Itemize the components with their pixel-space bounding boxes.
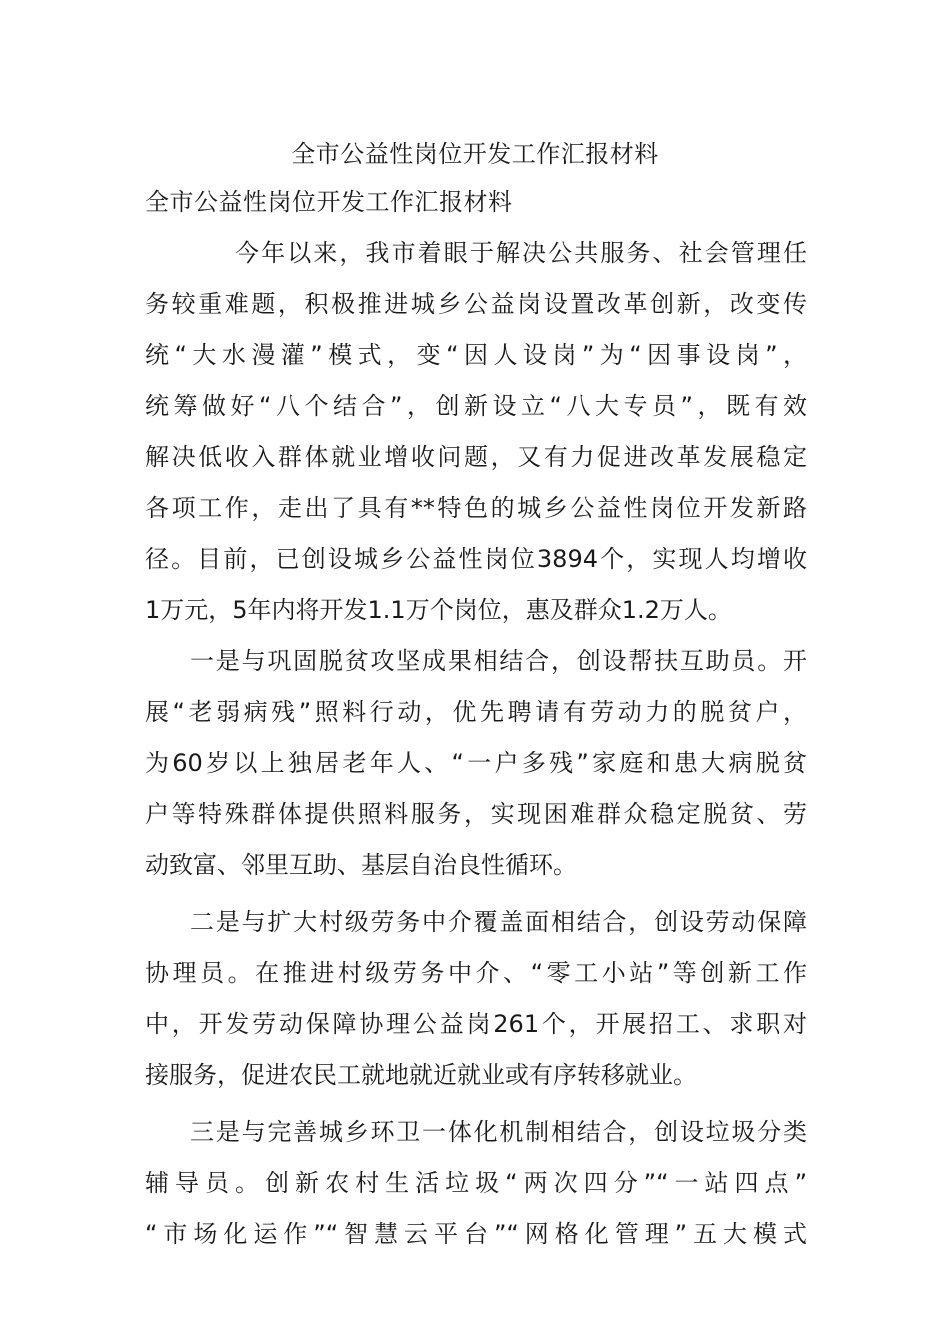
text-line: 二是与扩大村级劳务中介覆盖面相结合，创设劳动保障: [190, 908, 807, 936]
text-line: 展“老弱病残”照料行动，优先聘请有劳动力的脱贫户，: [145, 698, 807, 726]
text-line: 一是与巩固脱贫攻坚成果相结合，创设帮扶互助员。开: [190, 647, 807, 675]
text-line: 统筹做好“八个结合”，创新设立“八大专员”，既有效: [145, 392, 807, 420]
text-line: 各项工作，走出了具有**特色的城乡公益性岗位开发新路: [145, 494, 807, 522]
document-title: 全市公益性岗位开发工作汇报材料: [291, 140, 659, 168]
paragraph-intro: [145, 228, 807, 636]
text-line: 为60岁以上独居老年人、“一户多残”家庭和患大病脱贫: [145, 749, 807, 777]
paragraph-point-three: [145, 1107, 807, 1260]
text-line: 今年以来，我市着眼于解决公共服务、社会管理任: [235, 239, 807, 267]
text-line: 解决低收入群体就业增收问题，又有力促进改革发展稳定: [145, 443, 807, 471]
text-line: 接服务，促进农民工就地就近就业或有序转移就业。: [145, 1061, 697, 1089]
document-body: [145, 228, 807, 1260]
text-line: 1万元，5年内将开发1.1万个岗位，惠及群众1.2万人。: [145, 596, 732, 624]
text-line: “市场化运作”“智慧云平台”“网格化管理”五大模式: [145, 1220, 807, 1248]
text-line: 动致富、邻里互助、基层自治良性循环。: [145, 851, 577, 879]
document-subtitle: 全市公益性岗位开发工作汇报材料: [145, 188, 513, 216]
text-line: 径。目前，已创设城乡公益性岗位3894个，实现人均增收: [145, 545, 807, 573]
text-line: 协理员。在推进村级劳务中介、“零工小站”等创新工作: [145, 959, 807, 987]
text-line: 中，开发劳动保障协理公益岗261个，开展招工、求职对: [145, 1010, 807, 1038]
paragraph-point-one: [145, 636, 807, 891]
text-line: 务较重难题，积极推进城乡公益岗设置改革创新，改变传: [145, 290, 807, 318]
text-line: 户等特殊群体提供照料服务，实现困难群众稳定脱贫、劳: [145, 800, 807, 828]
text-line: 三是与完善城乡环卫一体化机制相结合，创设垃圾分类: [190, 1118, 807, 1146]
paragraph-point-two: [145, 897, 807, 1101]
text-line: 统“大水漫灌”模式，变“因人设岗”为“因事设岗”，: [145, 341, 807, 369]
text-line: 辅导员。创新农村生活垃圾“两次四分”“一站四点”: [145, 1169, 807, 1197]
